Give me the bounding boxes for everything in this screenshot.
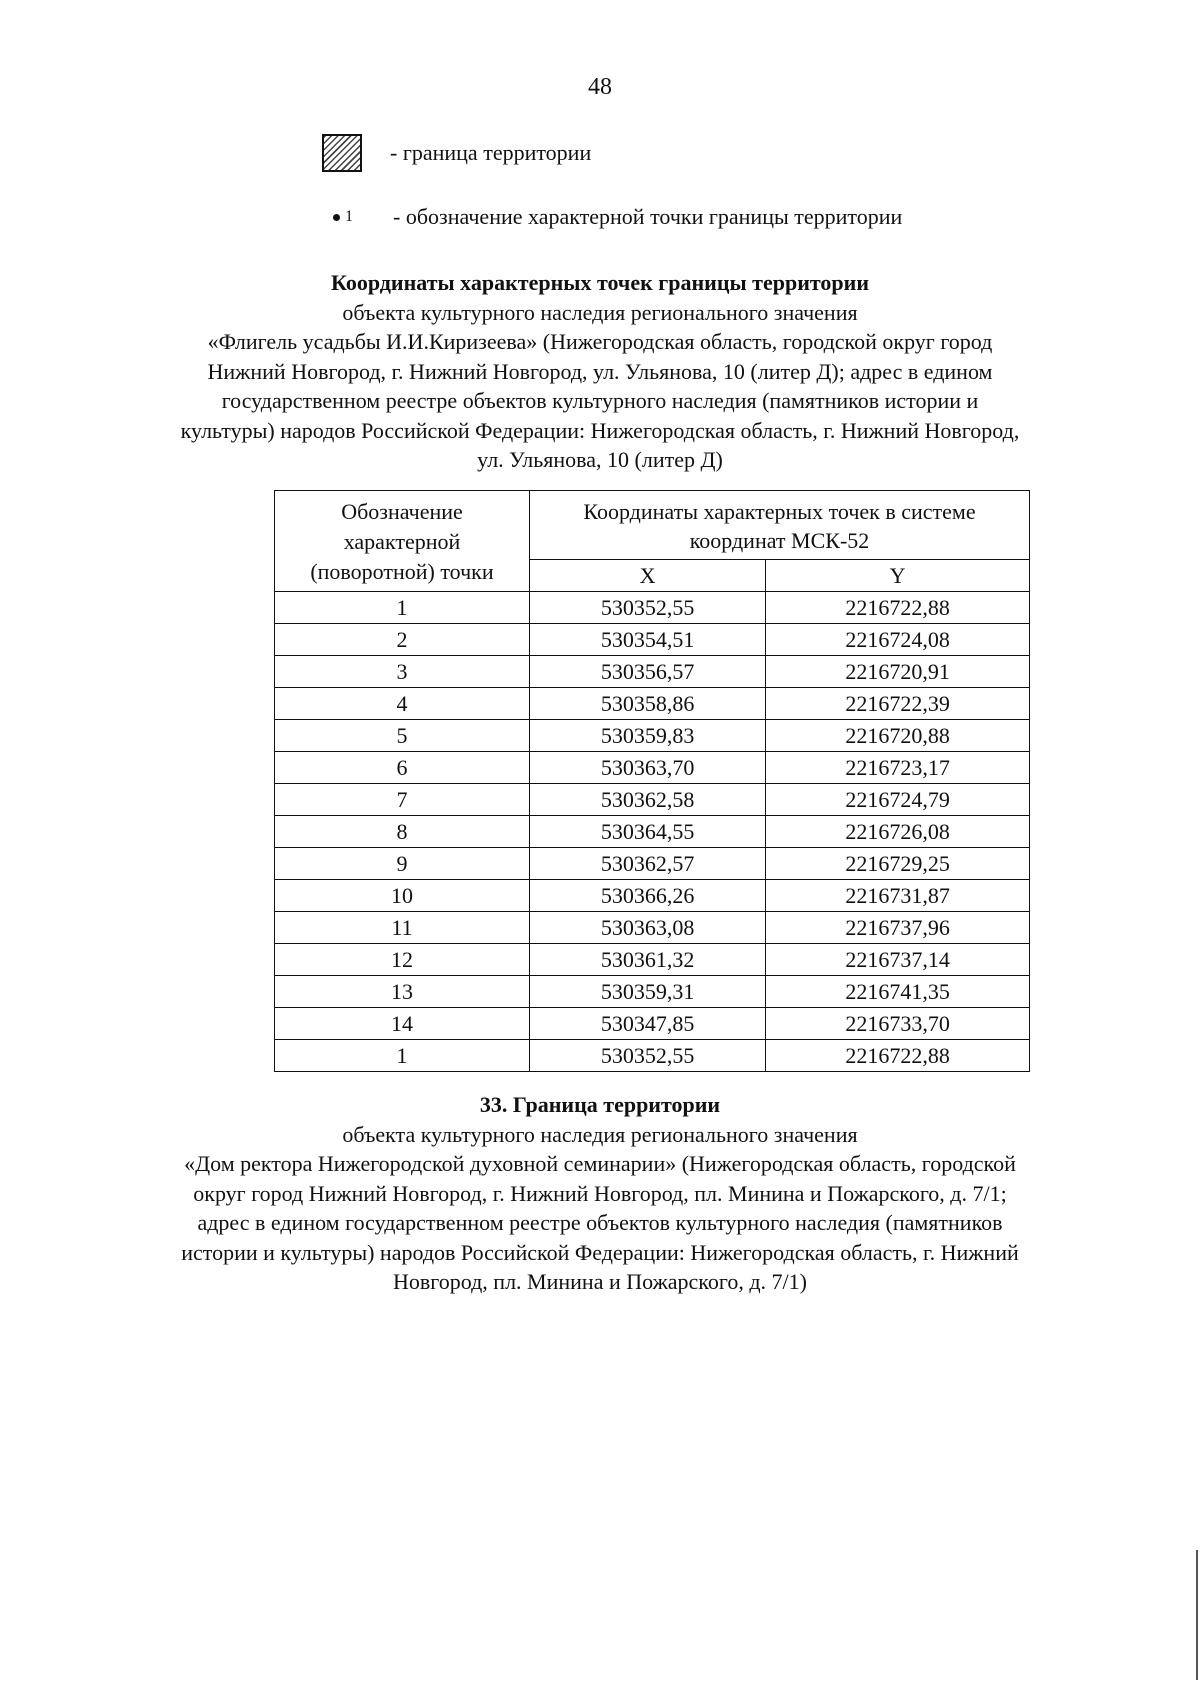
coordinates-heading bbox=[150, 268, 1050, 475]
header-point-line: (поворотной) точки bbox=[310, 559, 494, 584]
coordinates-table bbox=[274, 490, 1030, 1072]
scan-edge-line bbox=[1196, 1550, 1198, 1680]
cell-point: 4 bbox=[275, 688, 530, 720]
cell-y: 2216720,88 bbox=[766, 720, 1030, 752]
cell-point: 10 bbox=[275, 880, 530, 912]
cell-y: 2216724,79 bbox=[766, 784, 1030, 816]
cell-x: 530359,83 bbox=[530, 720, 766, 752]
heading-line: ул. Ульянова, 10 (литер Д) bbox=[477, 447, 723, 472]
cell-x: 530356,57 bbox=[530, 656, 766, 688]
heading-line: культуры) народов Российской Федерации: Нижегородская область, г. Нижний Новгород, bbox=[180, 417, 1020, 443]
table-row bbox=[275, 880, 1030, 912]
table-row bbox=[275, 816, 1030, 848]
table-row bbox=[275, 912, 1030, 944]
table-row bbox=[275, 784, 1030, 816]
heading-line: объекта культурного наследия регионального значения bbox=[342, 299, 858, 325]
cell-x: 530347,85 bbox=[530, 1008, 766, 1040]
cell-point: 1 bbox=[275, 592, 530, 624]
heading-line: «Флигель усадьбы И.И.Киризеева» (Нижегородская область, городской округ город bbox=[207, 329, 993, 354]
table-row bbox=[275, 624, 1030, 656]
cell-point: 9 bbox=[275, 848, 530, 880]
table-row bbox=[275, 720, 1030, 752]
section-line: округ город Нижний Новгород, г. Нижний Новгород, пл. Минина и Пожарского, д. 7/1; bbox=[193, 1180, 1007, 1206]
cell-y: 2216720,91 bbox=[766, 656, 1030, 688]
header-point-designation bbox=[275, 491, 530, 592]
cell-point: 3 bbox=[275, 656, 530, 688]
page-number: 48 bbox=[588, 74, 612, 100]
cell-x: 530352,55 bbox=[530, 1040, 766, 1072]
cell-y: 2216741,35 bbox=[766, 976, 1030, 1008]
cell-point: 1 bbox=[275, 1040, 530, 1072]
hatch-pattern-icon bbox=[322, 134, 362, 172]
header-point-line: Обозначение bbox=[341, 499, 463, 524]
cell-y: 2216722,39 bbox=[766, 688, 1030, 720]
table-row bbox=[275, 848, 1030, 880]
cell-point: 2 bbox=[275, 624, 530, 656]
cell-x: 530358,86 bbox=[530, 688, 766, 720]
heading-line: Нижний Новгород, г. Нижний Новгород, ул. Ульянова, 10 (литер Д); адрес в едином bbox=[207, 358, 993, 384]
cell-point: 13 bbox=[275, 976, 530, 1008]
section-line: «Дом ректора Нижегородской духовной семинарии» (Нижегородская область, городской bbox=[184, 1151, 1016, 1176]
legend-boundary-label: - граница территории bbox=[390, 140, 592, 165]
heading-title: Координаты характерных точек границы территории bbox=[330, 270, 870, 295]
table-row bbox=[275, 688, 1030, 720]
cell-point: 8 bbox=[275, 816, 530, 848]
cell-point: 7 bbox=[275, 784, 530, 816]
header-coords-line: координат МСК-52 bbox=[689, 528, 870, 553]
cell-x: 530364,55 bbox=[530, 816, 766, 848]
cell-x: 530366,26 bbox=[530, 880, 766, 912]
cell-x: 530363,08 bbox=[530, 912, 766, 944]
header-coordinates bbox=[530, 491, 1030, 560]
cell-y: 2216724,08 bbox=[766, 624, 1030, 656]
section-line: Новгород, пл. Минина и Пожарского, д. 7/1) bbox=[392, 1269, 807, 1294]
legend-boundary bbox=[322, 134, 591, 172]
point-marker bbox=[333, 208, 393, 226]
cell-x: 530352,55 bbox=[530, 592, 766, 624]
cell-y: 2216729,25 bbox=[766, 848, 1030, 880]
cell-y: 2216723,17 bbox=[766, 752, 1030, 784]
header-point-line: характерной bbox=[343, 529, 461, 554]
heading-line: государственном реестре объектов культурного наследия (памятников истории и bbox=[221, 388, 979, 413]
cell-y: 2216726,08 bbox=[766, 816, 1030, 848]
cell-point: 11 bbox=[275, 912, 530, 944]
cell-y: 2216722,88 bbox=[766, 1040, 1030, 1072]
header-x: X bbox=[530, 560, 766, 592]
cell-y: 2216733,70 bbox=[766, 1008, 1030, 1040]
section-heading bbox=[170, 1090, 1030, 1297]
cell-y: 2216737,96 bbox=[766, 912, 1030, 944]
section-line: адрес в едином государственном реестре объектов культурного наследия (памятников bbox=[197, 1210, 1003, 1235]
point-dot-icon bbox=[333, 214, 340, 221]
cell-y: 2216722,88 bbox=[766, 592, 1030, 624]
table-row bbox=[275, 1008, 1030, 1040]
legend-point bbox=[333, 204, 902, 230]
table-row bbox=[275, 944, 1030, 976]
cell-point: 12 bbox=[275, 944, 530, 976]
cell-y: 2216731,87 bbox=[766, 880, 1030, 912]
cell-point: 6 bbox=[275, 752, 530, 784]
header-coords-line: Координаты характерных точек в системе bbox=[583, 499, 976, 524]
section-line: объекта культурного наследия регионального значения bbox=[342, 1121, 858, 1147]
cell-x: 530359,31 bbox=[530, 976, 766, 1008]
cell-x: 530363,70 bbox=[530, 752, 766, 784]
cell-x: 530362,57 bbox=[530, 848, 766, 880]
section-title: 33. Граница территории bbox=[479, 1092, 721, 1117]
table-body bbox=[275, 592, 1030, 1072]
cell-x: 530361,32 bbox=[530, 944, 766, 976]
table-row bbox=[275, 656, 1030, 688]
table-row bbox=[275, 752, 1030, 784]
cell-x: 530354,51 bbox=[530, 624, 766, 656]
legend-point-label: - обозначение характерной точки границы территории bbox=[393, 204, 903, 229]
table-row bbox=[275, 592, 1030, 624]
header-y: Y bbox=[766, 560, 1030, 592]
cell-x: 530362,58 bbox=[530, 784, 766, 816]
cell-point: 5 bbox=[275, 720, 530, 752]
cell-y: 2216737,14 bbox=[766, 944, 1030, 976]
table-row bbox=[275, 976, 1030, 1008]
point-marker-number: 1 bbox=[345, 208, 353, 225]
section-line: истории и культуры) народов Российской Федерации: Нижегородская область, г. Нижний bbox=[181, 1239, 1019, 1265]
table-row bbox=[275, 1040, 1030, 1072]
cell-point: 14 bbox=[275, 1008, 530, 1040]
